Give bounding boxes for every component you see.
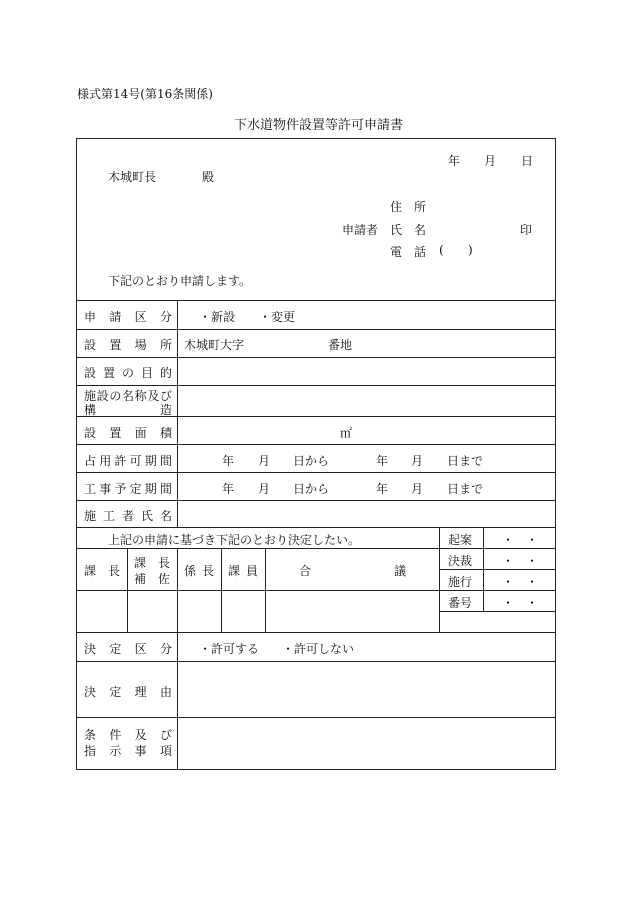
occupancy-month: 月 <box>258 454 271 468</box>
name-label: 氏 名 <box>390 223 427 237</box>
facility-label-line1: 施 設 の 名 称 及 び <box>84 389 172 403</box>
header-staff-chief: 係 長 <box>184 564 214 578</box>
occupancy-label: 占 用 許 可 期 間 <box>84 454 172 468</box>
construction-year: 年 <box>222 482 235 496</box>
date-day: 日 <box>521 154 534 168</box>
option-deny[interactable]: ・許可しない <box>282 642 355 656</box>
header-consult-2: 議 <box>394 564 407 578</box>
honorific: 殿 <box>202 170 215 184</box>
decision-reason-label: 決 定 理 由 <box>84 685 172 699</box>
phone-paren-open: ( <box>439 243 444 257</box>
construction-month2: 月 <box>411 482 424 496</box>
conditions-label-line2: 指 示 事 項 <box>84 744 172 758</box>
decision-category-label: 決 定 区 分 <box>84 642 172 656</box>
occupancy-year2: 年 <box>376 454 389 468</box>
construction-month: 月 <box>258 482 271 496</box>
request-text: 下記のとおり申請します。 <box>108 274 252 288</box>
location-label: 設 置 場 所 <box>84 338 172 352</box>
occupancy-year: 年 <box>222 454 235 468</box>
addressee: 木城町長 <box>108 170 157 184</box>
location-prefix: 木城町大字 <box>184 338 245 352</box>
option-permit[interactable]: ・許可する <box>199 642 260 656</box>
side-number: 番号 <box>448 596 473 610</box>
side-approval-dots: ・ ・ <box>502 554 539 568</box>
construction-until: 日まで <box>447 482 484 496</box>
date-year: 年 <box>448 154 461 168</box>
address-label: 住 所 <box>390 200 427 214</box>
seal-mark: 印 <box>520 223 533 237</box>
form-number: 様式第14号(第16条関係) <box>77 87 213 101</box>
date-month: 月 <box>484 154 497 168</box>
occupancy-until: 日まで <box>447 454 484 468</box>
side-enforcement: 施行 <box>448 575 473 589</box>
purpose-label: 設 置 の 目 的 <box>84 366 172 380</box>
applicant-label: 申請者 <box>342 223 379 237</box>
side-enforcement-dots: ・ ・ <box>502 575 539 589</box>
contractor-label: 施 工 者 氏 名 <box>84 509 172 523</box>
area-label: 設 置 面 積 <box>84 426 172 440</box>
header-staff: 課 員 <box>228 564 258 578</box>
construction-year2: 年 <box>376 482 389 496</box>
side-number-dots: ・ ・ <box>502 596 539 610</box>
header-assistant-line2: 補 佐 <box>134 572 170 586</box>
occupancy-month2: 月 <box>411 454 424 468</box>
location-suffix: 番地 <box>328 338 353 352</box>
category-label: 申 請 区 分 <box>84 310 172 324</box>
option-change[interactable]: ・変更 <box>259 310 296 324</box>
header-consult-1: 合 <box>299 564 312 578</box>
side-draft: 起案 <box>448 533 473 547</box>
form-title: 下水道物件設置等許可申請書 <box>234 118 404 133</box>
phone-paren-close: ) <box>468 243 473 257</box>
facility-label-line2: 構 造 <box>84 403 172 417</box>
header-section-chief: 課 長 <box>84 564 120 578</box>
occupancy-from: 日から <box>293 454 330 468</box>
conditions-label-line1: 条 件 及 び <box>84 728 172 742</box>
area-unit: ㎡ <box>340 426 353 440</box>
construction-label: 工 事 予 定 期 間 <box>84 482 172 496</box>
side-approval: 決裁 <box>448 554 473 568</box>
header-assistant-line1: 課 長 <box>134 556 170 570</box>
option-new[interactable]: ・新設 <box>199 310 236 324</box>
side-draft-dots: ・ ・ <box>502 533 539 547</box>
construction-from: 日から <box>293 482 330 496</box>
decision-text: 上記の申請に基づき下記のとおり決定したい。 <box>108 533 361 547</box>
phone-label: 電 話 <box>390 245 427 259</box>
